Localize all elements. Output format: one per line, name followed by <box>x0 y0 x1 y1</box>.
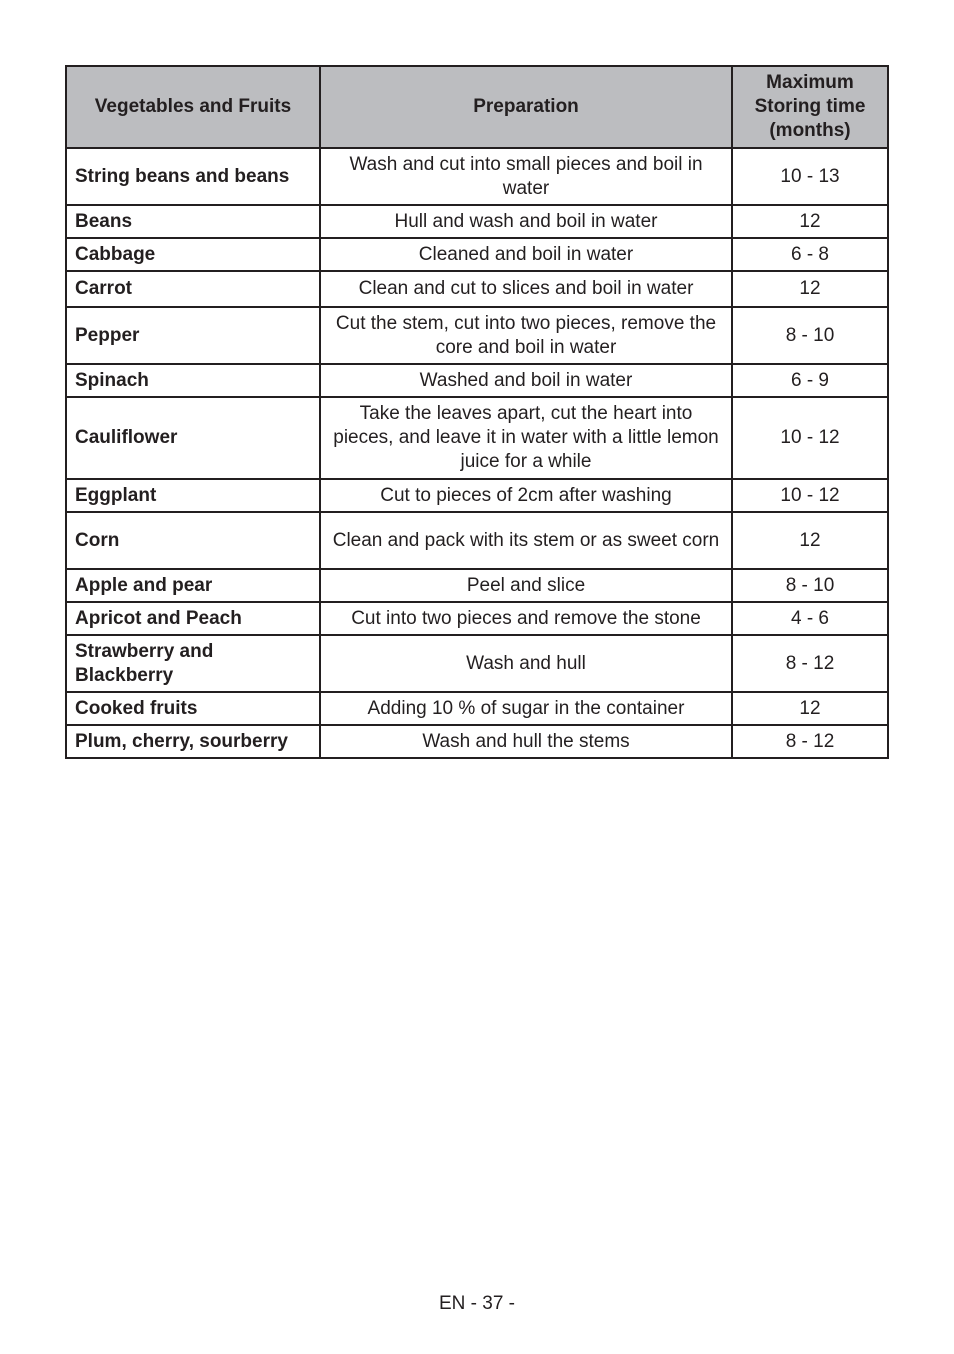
cell-item: Cabbage <box>66 238 320 271</box>
cell-item: Eggplant <box>66 479 320 512</box>
cell-storing-time: 10 - 12 <box>732 397 888 479</box>
cell-item: Strawberry and Blackberry <box>66 635 320 692</box>
cell-storing-time: 10 - 13 <box>732 148 888 205</box>
cell-item: Cauliflower <box>66 397 320 479</box>
cell-preparation: Cut to pieces of 2cm after washing <box>320 479 732 512</box>
cell-item: String beans and beans <box>66 148 320 205</box>
cell-storing-time: 10 - 12 <box>732 479 888 512</box>
cell-storing-time: 8 - 10 <box>732 569 888 602</box>
cell-item: Beans <box>66 205 320 238</box>
cell-item: Plum, cherry, sourberry <box>66 725 320 758</box>
header-maximum-storing-time: Maximum Storing time (months) <box>732 66 888 148</box>
table-row <box>66 725 888 758</box>
cell-preparation: Hull and wash and boil in water <box>320 205 732 238</box>
table-header <box>66 66 888 148</box>
cell-storing-time: 12 <box>732 512 888 569</box>
table-body <box>66 148 888 758</box>
cell-storing-time: 8 - 12 <box>732 725 888 758</box>
cell-storing-time: 12 <box>732 205 888 238</box>
table-row <box>66 148 888 205</box>
table-row <box>66 602 888 635</box>
cell-item: Spinach <box>66 364 320 397</box>
cell-storing-time: 12 <box>732 271 888 307</box>
table-row <box>66 364 888 397</box>
cell-storing-time: 8 - 10 <box>732 307 888 364</box>
table-row <box>66 238 888 271</box>
table-row <box>66 479 888 512</box>
cell-item: Carrot <box>66 271 320 307</box>
cell-preparation: Clean and cut to slices and boil in water <box>320 271 732 307</box>
cell-preparation: Cleaned and boil in water <box>320 238 732 271</box>
table-row <box>66 397 888 479</box>
header-preparation: Preparation <box>320 66 732 148</box>
table-row <box>66 512 888 569</box>
cell-item: Corn <box>66 512 320 569</box>
header-vegetables-and-fruits: Vegetables and Fruits <box>66 66 320 148</box>
table-row <box>66 692 888 725</box>
table-row <box>66 205 888 238</box>
cell-item: Apple and pear <box>66 569 320 602</box>
cell-preparation: Wash and hull the stems <box>320 725 732 758</box>
table-row <box>66 635 888 692</box>
cell-preparation: Take the leaves apart, cut the heart into pieces, and leave it in water with a little lemon juice for a while <box>320 397 732 479</box>
table-row <box>66 569 888 602</box>
table-row <box>66 307 888 364</box>
cell-storing-time: 6 - 8 <box>732 238 888 271</box>
cell-storing-time: 6 - 9 <box>732 364 888 397</box>
cell-preparation: Clean and pack with its stem or as sweet corn <box>320 512 732 569</box>
cell-preparation: Washed and boil in water <box>320 364 732 397</box>
cell-preparation: Wash and hull <box>320 635 732 692</box>
cell-preparation: Cut into two pieces and remove the stone <box>320 602 732 635</box>
header-row <box>66 66 888 148</box>
cell-preparation: Wash and cut into small pieces and boil in water <box>320 148 732 205</box>
cell-item: Apricot and Peach <box>66 602 320 635</box>
cell-preparation: Peel and slice <box>320 569 732 602</box>
page-number: EN - 37 - <box>438 1293 516 1314</box>
cell-preparation: Cut the stem, cut into two pieces, remove the core and boil in water <box>320 307 732 364</box>
cell-preparation: Adding 10 % of sugar in the container <box>320 692 732 725</box>
cell-storing-time: 8 - 12 <box>732 635 888 692</box>
cell-storing-time: 12 <box>732 692 888 725</box>
cell-item: Cooked fruits <box>66 692 320 725</box>
table-row <box>66 271 888 307</box>
cell-storing-time: 4 - 6 <box>732 602 888 635</box>
cell-item: Pepper <box>66 307 320 364</box>
freezer-storage-table <box>65 65 889 759</box>
